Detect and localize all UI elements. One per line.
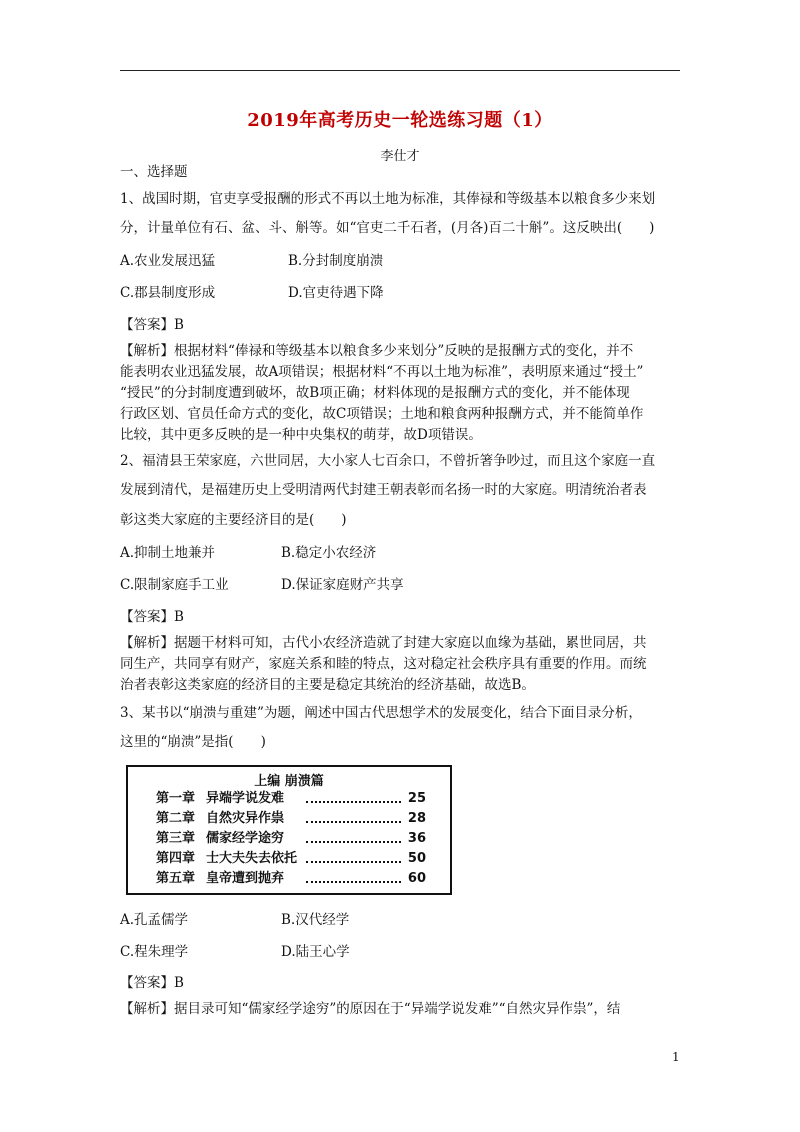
q3-line-1: 3、某书以“崩溃与重建”为题，阐述中国古代思想学术的发展变化，结合下面目录分析， (120, 705, 642, 721)
toc-leader (306, 861, 401, 863)
q1-answer: 【答案】B (120, 317, 184, 333)
header-rule (120, 70, 680, 71)
toc-row (156, 849, 426, 869)
toc-leader (306, 841, 401, 843)
q3-analysis-1: 【解析】据目录可知“儒家经学途穷”的原因在于“异端学说发难”“自然灾异作祟”，结 (120, 1001, 621, 1017)
q3-option-a: A.孔孟儒学 (120, 912, 189, 928)
toc-leader (306, 881, 401, 883)
toc-page: 50 (407, 851, 426, 866)
document-title: 2019年高考历史一轮选练习题（1） (247, 110, 553, 131)
toc-chapter: 第一章 (156, 791, 196, 806)
q2-analysis-2: 同生产，共同享有财产，家庭关系和睦的特点，这对稳定社会秩序具有重要的作用。而统 (120, 656, 647, 672)
toc-row (156, 869, 426, 889)
q1-line-2: 分，计量单位有石、盆、斗、斛等。如“官吏二千石者，(月各)百二十斛”。这反映出( ) (120, 220, 655, 236)
q1-option-d: D.官吏待遇下降 (288, 285, 384, 301)
q1-option-a: A.农业发展迅猛 (120, 253, 216, 269)
toc-title: 儒家经学途穷 (206, 831, 285, 846)
q2-line-1: 2、福清县王荣家庭，六世同居，大小家人七百余口，不曾折箸争吵过，而且这个家庭一直 (120, 453, 656, 469)
toc-title: 自然灾异作祟 (206, 811, 285, 826)
q2-line-2: 发展到清代，是福建历史上受明清两代封建王朝表彰而名扬一时的大家庭。明清统治者表 (120, 482, 647, 498)
toc-chapter: 第五章 (156, 871, 196, 886)
toc-row (156, 789, 426, 809)
q1-analysis-2: 能表明农业迅猛发展，故A项错误；根据材料“不再以土地为标准”，表明原来通过“授土” (120, 364, 644, 380)
toc-leader (306, 821, 401, 823)
q1-analysis-5: 比较，其中更多反映的是一种中央集权的萌芽，故D项错误。 (120, 427, 482, 443)
section-heading: 一、选择题 (120, 164, 188, 180)
q1-analysis-4: 行政区划、官员任命方式的变化，故C项错误；土地和粮食两种报酬方式，并不能简单作 (120, 406, 644, 422)
q1-line-1: 1、战国时期，官吏享受报酬的形式不再以土地为标准，其俸禄和等级基本以粮食多少来划 (120, 191, 656, 207)
toc-chapter: 第二章 (156, 811, 196, 826)
q3-line-2: 这里的“崩溃”是指( ) (120, 734, 266, 750)
toc-page: 36 (407, 831, 426, 846)
q2-line-3: 彰这类大家庭的主要经济目的是( ) (120, 512, 347, 528)
toc-chapter: 第三章 (156, 831, 196, 846)
toc-row (156, 809, 426, 829)
q2-analysis-3: 治者表彰这类家庭的经济目的主要是稳定其统治的经济基础，故选B。 (120, 677, 535, 693)
q1-option-b: B.分封制度崩溃 (288, 253, 384, 269)
toc-leader (306, 801, 401, 803)
q2-option-b: B.稳定小农经济 (281, 545, 377, 561)
toc-title: 异端学说发难 (206, 791, 285, 806)
q2-option-a: A.抑制土地兼并 (120, 545, 216, 561)
toc-page: 25 (407, 791, 426, 806)
q2-option-d: D.保证家庭财产共享 (281, 577, 404, 593)
q1-analysis-1: 【解析】根据材料“俸禄和等级基本以粮食多少来划分”反映的是报酬方式的变化，并不 (120, 343, 634, 359)
q3-option-b: B.汉代经学 (281, 912, 350, 928)
table-of-contents-image (126, 765, 452, 895)
toc-title: 士大夫失去依托 (206, 851, 298, 866)
q2-answer: 【答案】B (120, 609, 184, 625)
q1-analysis-3: “授民”的分封制度遭到破坏，故B项正确；材料体现的是报酬方式的变化，并不能体现 (120, 385, 630, 401)
toc-heading: 上编 崩溃篇 (254, 774, 324, 789)
toc-page: 28 (407, 811, 426, 826)
q2-analysis-1: 【解析】据题干材料可知，古代小农经济造就了封建大家庭以血缘为基础，累世同居，共 (120, 635, 647, 651)
q2-option-c: C.限制家庭手工业 (120, 577, 229, 593)
q1-option-c: C.郡县制度形成 (120, 285, 216, 301)
q3-option-d: D.陆王心学 (281, 944, 350, 960)
page-number: 1 (672, 1050, 680, 1064)
q3-answer: 【答案】B (120, 975, 184, 991)
toc-title: 皇帝遭到抛弃 (206, 871, 285, 886)
toc-page: 60 (407, 871, 426, 886)
author-name: 李仕才 (380, 149, 420, 164)
toc-chapter: 第四章 (156, 851, 196, 866)
q3-option-c: C.程朱理学 (120, 944, 189, 960)
toc-row (156, 829, 426, 849)
